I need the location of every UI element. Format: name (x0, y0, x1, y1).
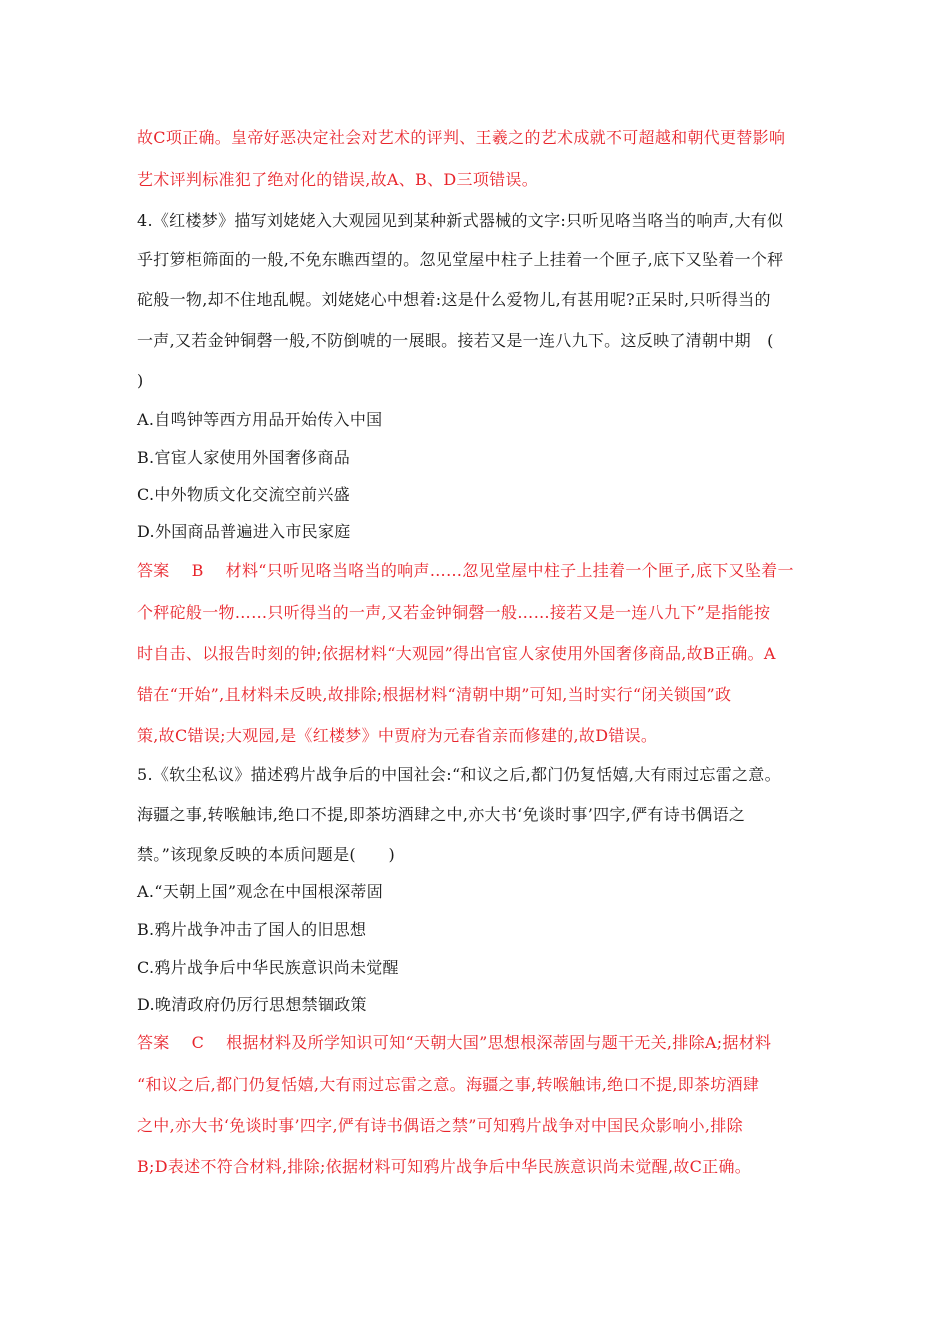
q5-answer-line: B;D表述不符合材料,排除;依据材料可知鸦片战争后中华民族意识尚未觉醒,故C正确。 (137, 1157, 752, 1176)
q5-stem-line: 禁。”该现象反映的本质问题是( ) (137, 845, 396, 864)
q4-option-c: C.中外物质文化交流空前兴盛 (137, 485, 350, 504)
q5-answer-line: 之中,亦大书‘免谈时事’四字,俨有诗书偶语之禁”可知鸦片战争对中国民众影响小,排除 (137, 1116, 743, 1135)
q4-answer-line: 个秤砣般一物……只听得当的一声,又若金钟铜磬一般……接若又是一连八九下”是指能按 (137, 603, 771, 622)
q4-stem-line: 一声,又若金钟铜磬一般,不防倒唬的一展眼。接若又是一连八九下。这反映了清朝中期 ( (137, 331, 774, 350)
q5-answer-text: 根据材料及所学知识可知“天朝大国”思想根深蒂固与题干无关,排除A;据材料 (226, 1033, 772, 1052)
q5-option-b: B.鸦片战争冲击了国人的旧思想 (137, 920, 367, 939)
q4-stem-line: ) (137, 371, 144, 390)
q4-answer-line: 策,故C错误;大观园,是《红楼梦》中贾府为元春省亲而修建的,故D错误。 (137, 726, 658, 745)
q4-answer-text: 材料“只听见咯当咯当的响声……忽见堂屋中柱子上挂着一个匣子,底下又坠着一 (225, 561, 794, 580)
q5-option-c: C.鸦片战争后中华民族意识尚未觉醒 (137, 958, 399, 977)
q5-answer-first-line (137, 1033, 771, 1053)
q5-stem-line: 5.《软尘私议》描述鸦片战争后的中国社会:“和议之后,都门仍复恬嬉,大有雨过忘雷之意。 (137, 765, 781, 784)
q5-option-a: A.“天朝上国”观念在中国根深蒂固 (137, 882, 384, 901)
q4-option-b: B.官宦人家使用外国奢侈商品 (137, 448, 351, 467)
q5-answer-line: “和议之后,都门仍复恬嬉,大有雨过忘雷之意。海疆之事,转喉触讳,绝口不提,即茶坊酒肆 (137, 1075, 760, 1094)
q4-stem-line: 4.《红楼梦》描写刘姥姥入大观园见到某种新式器械的文字:只听见咯当咯当的响声,大有似 (137, 211, 784, 230)
q4-option-a: A.自鸣钟等西方用品开始传入中国 (137, 410, 383, 429)
q4-option-d: D.外国商品普遍进入市民家庭 (137, 522, 351, 541)
prev-answer-line: 故C项正确。皇帝好恶决定社会对艺术的评判、王羲之的艺术成就不可超越和朝代更替影响 (137, 128, 786, 147)
q5-answer-label: 答案 (137, 1033, 170, 1052)
q4-stem-line: 乎打箩柜筛面的一般,不免东瞧西望的。忽见堂屋中柱子上挂着一个匣子,底下又坠着一个秤 (137, 250, 784, 269)
q4-answer-label: 答案 (137, 561, 170, 580)
q4-answer-line: 时自击、以报告时刻的钟;依据材料“大观园”得出官宦人家使用外国奢侈商品,故B正确。A (137, 644, 776, 663)
q4-answer-choice: B (191, 561, 204, 580)
q4-stem-line: 砣般一物,却不住地乱幌。刘姥姥心中想着:这是什么爱物儿,有甚用呢?正呆时,只听得当的 (137, 290, 771, 309)
q5-answer-choice: C (191, 1033, 205, 1052)
q5-stem-line: 海疆之事,转喉触讳,绝口不提,即茶坊酒肆之中,亦大书‘免谈时事’四字,俨有诗书偶语之 (137, 805, 746, 824)
q5-option-d: D.晚清政府仍厉行思想禁锢政策 (137, 995, 367, 1014)
q4-answer-line: 错在“开始”,且材料未反映,故排除;根据材料“清朝中期”可知,当时实行“闭关锁国”政 (137, 685, 732, 704)
prev-answer-line: 艺术评判标准犯了绝对化的错误,故A、B、D三项错误。 (137, 170, 539, 189)
q4-answer-first-line (137, 561, 794, 581)
